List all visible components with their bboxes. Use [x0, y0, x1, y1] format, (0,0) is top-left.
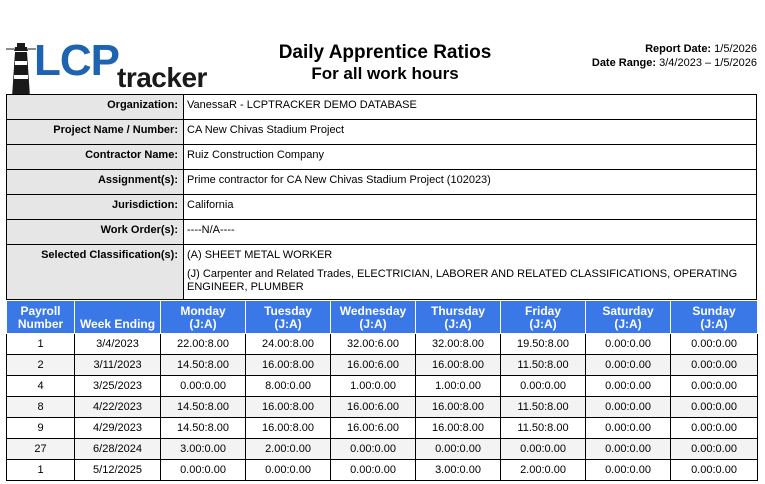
cell-thursday: 16.00:8.00: [416, 418, 501, 439]
cell-wednesday: 16.00:6.00: [331, 418, 416, 439]
cell-monday: 14.50:8.00: [161, 397, 246, 418]
column-header-sublabel: (J:A): [274, 317, 302, 331]
info-row-work-orders: [7, 220, 757, 245]
column-header-sublabel: (J:A): [614, 317, 642, 331]
report-date-label: Report Date:: [645, 43, 712, 55]
classification-a: (A) SHEET METAL WORKER: [187, 249, 333, 261]
cell-friday: 0.00:0.00: [501, 439, 586, 460]
info-value: Prime contractor for CA New Chivas Stadium Project (102023): [184, 170, 757, 195]
cell-week-ending: 3/4/2023: [75, 334, 161, 355]
cell-sunday: 0.00:0.00: [671, 355, 758, 376]
cell-payroll-number: 1: [7, 460, 75, 481]
cell-monday: 0.00:0.00: [161, 376, 246, 397]
cell-thursday: 0.00:0.00: [416, 439, 501, 460]
cell-tuesday: 16.00:8.00: [246, 355, 331, 376]
cell-tuesday: 16.00:8.00: [246, 397, 331, 418]
column-header-sublabel: (J:A): [359, 317, 387, 331]
cell-thursday: 16.00:8.00: [416, 397, 501, 418]
project-info-table: [6, 94, 757, 300]
column-header-sunday: [671, 301, 758, 334]
logo-p-text: P: [90, 36, 120, 85]
date-range-value: 3/4/2023 – 1/5/2026: [659, 57, 757, 69]
cell-tuesday: 0.00:0.00: [246, 460, 331, 481]
logo-tracker-text: tracker: [117, 62, 207, 93]
cell-sunday: 0.00:0.00: [671, 439, 758, 460]
column-header-sublabel: (J:A): [189, 317, 217, 331]
cell-tuesday: 8.00:0.00: [246, 376, 331, 397]
info-row-classifications: [7, 245, 757, 300]
info-value: California: [184, 195, 757, 220]
cell-monday: 14.50:8.00: [161, 355, 246, 376]
report-meta: [592, 42, 757, 70]
info-row-project: [7, 120, 757, 145]
column-header-sublabel: Number: [17, 317, 64, 331]
cell-wednesday: 0.00:0.00: [331, 439, 416, 460]
cell-saturday: 0.00:0.00: [586, 439, 671, 460]
column-header-label: Payroll: [20, 304, 61, 318]
column-header-label: Sunday: [692, 304, 736, 318]
cell-week-ending: 4/22/2023: [75, 397, 161, 418]
table-row: [7, 439, 758, 460]
cell-thursday: 32.00:8.00: [416, 334, 501, 355]
cell-monday: 0.00:0.00: [161, 460, 246, 481]
cell-payroll-number: 9: [7, 418, 75, 439]
cell-monday: 14.50:8.00: [161, 418, 246, 439]
column-header-payroll-number: [7, 301, 75, 334]
cell-week-ending: 4/29/2023: [75, 418, 161, 439]
column-header-friday: [501, 301, 586, 334]
date-range-label: Date Range:: [591, 57, 657, 69]
info-label: Project Name / Number:: [7, 120, 184, 145]
cell-tuesday: 2.00:0.00: [246, 439, 331, 460]
column-header-thursday: [416, 301, 501, 334]
table-row: [7, 355, 758, 376]
column-header-label: Thursday: [430, 304, 485, 318]
lcptracker-logo: [6, 36, 211, 99]
table-row: [7, 334, 758, 355]
cell-sunday: 0.00:0.00: [671, 397, 758, 418]
cell-sunday: 0.00:0.00: [671, 418, 758, 439]
info-label: Organization:: [7, 95, 184, 120]
cell-thursday: 3.00:0.00: [416, 460, 501, 481]
column-header-label: Wednesday: [339, 304, 407, 318]
cell-saturday: 0.00:0.00: [586, 418, 671, 439]
cell-week-ending: 3/25/2023: [75, 376, 161, 397]
cell-week-ending: 6/28/2024: [75, 439, 161, 460]
column-header-wednesday: [331, 301, 416, 334]
cell-thursday: 16.00:8.00: [416, 355, 501, 376]
info-label: Assignment(s):: [7, 170, 184, 195]
cell-monday: 22.00:8.00: [161, 334, 246, 355]
classification-j: (J) Carpenter and Related Trades, ELECTRICIAN, LABORER AND RELATED CLASSIFICATIONS, OPERATING ENGINEER, PLUMBER: [187, 268, 738, 293]
cell-wednesday: 32.00:6.00: [331, 334, 416, 355]
info-row-organization: [7, 95, 757, 120]
info-label: Work Order(s):: [7, 220, 184, 245]
info-row-jurisdiction: [7, 195, 757, 220]
cell-saturday: 0.00:0.00: [586, 355, 671, 376]
cell-payroll-number: 1: [7, 334, 75, 355]
logo-lc-text: LC: [34, 36, 91, 85]
cell-thursday: 1.00:0.00: [416, 376, 501, 397]
cell-wednesday: 0.00:0.00: [331, 460, 416, 481]
cell-sunday: 0.00:0.00: [671, 334, 758, 355]
info-label: Selected Classification(s):: [7, 245, 184, 300]
cell-friday: 2.00:0.00: [501, 460, 586, 481]
table-body: [7, 334, 758, 481]
cell-wednesday: 16.00:6.00: [331, 397, 416, 418]
info-value: Ruiz Construction Company: [184, 145, 757, 170]
column-header-label: Saturday: [602, 304, 654, 318]
table-header-row: [7, 301, 758, 334]
cell-friday: 0.00:0.00: [501, 376, 586, 397]
cell-payroll-number: 8: [7, 397, 75, 418]
report-date: [592, 42, 757, 56]
report-date-value: 1/5/2026: [714, 43, 757, 55]
column-header-label: Tuesday: [264, 304, 312, 318]
column-header-label: Week Ending: [79, 317, 156, 331]
report-title: Daily Apprentice Ratios: [278, 42, 492, 63]
cell-sunday: 0.00:0.00: [671, 376, 758, 397]
cell-week-ending: 5/12/2025: [75, 460, 161, 481]
column-header-saturday: [586, 301, 671, 334]
table-row: [7, 418, 758, 439]
info-value: CA New Chivas Stadium Project: [184, 120, 757, 145]
cell-friday: 19.50:8.00: [501, 334, 586, 355]
column-header-monday: [161, 301, 246, 334]
column-header-week-ending: [75, 301, 161, 334]
column-header-sublabel: (J:A): [529, 317, 557, 331]
column-header-label: Monday: [180, 304, 226, 318]
cell-wednesday: 16.00:6.00: [331, 355, 416, 376]
cell-saturday: 0.00:0.00: [586, 334, 671, 355]
cell-payroll-number: 27: [7, 439, 75, 460]
info-label: Jurisdiction:: [7, 195, 184, 220]
cell-saturday: 0.00:0.00: [586, 460, 671, 481]
cell-tuesday: 24.00:8.00: [246, 334, 331, 355]
cell-friday: 11.50:8.00: [501, 355, 586, 376]
cell-week-ending: 3/11/2023: [75, 355, 161, 376]
column-header-label: Friday: [524, 304, 561, 318]
date-range: [592, 56, 757, 70]
table-row: [7, 376, 758, 397]
cell-monday: 3.00:0.00: [161, 439, 246, 460]
cell-saturday: 0.00:0.00: [586, 397, 671, 418]
report-subtitle: For all work hours: [311, 64, 459, 83]
info-value: VanessaR - LCPTRACKER DEMO DATABASE: [184, 95, 757, 120]
column-header-sublabel: (J:A): [444, 317, 472, 331]
table-row: [7, 397, 758, 418]
info-label: Contractor Name:: [7, 145, 184, 170]
cell-friday: 11.50:8.00: [501, 418, 586, 439]
column-header-sublabel: (J:A): [700, 317, 728, 331]
cell-tuesday: 16.00:8.00: [246, 418, 331, 439]
cell-friday: 11.50:8.00: [501, 397, 586, 418]
lighthouse-icon: [6, 39, 36, 99]
cell-wednesday: 1.00:0.00: [331, 376, 416, 397]
info-value: ----N/A----: [184, 220, 757, 245]
classifications-value: [184, 245, 757, 300]
apprentice-ratio-table: [6, 300, 758, 481]
cell-sunday: 0.00:0.00: [671, 460, 758, 481]
column-header-tuesday: [246, 301, 331, 334]
cell-payroll-number: 2: [7, 355, 75, 376]
table-row: [7, 460, 758, 481]
cell-payroll-number: 4: [7, 376, 75, 397]
cell-saturday: 0.00:0.00: [586, 376, 671, 397]
info-row-assignment: [7, 170, 757, 195]
info-row-contractor: [7, 145, 757, 170]
